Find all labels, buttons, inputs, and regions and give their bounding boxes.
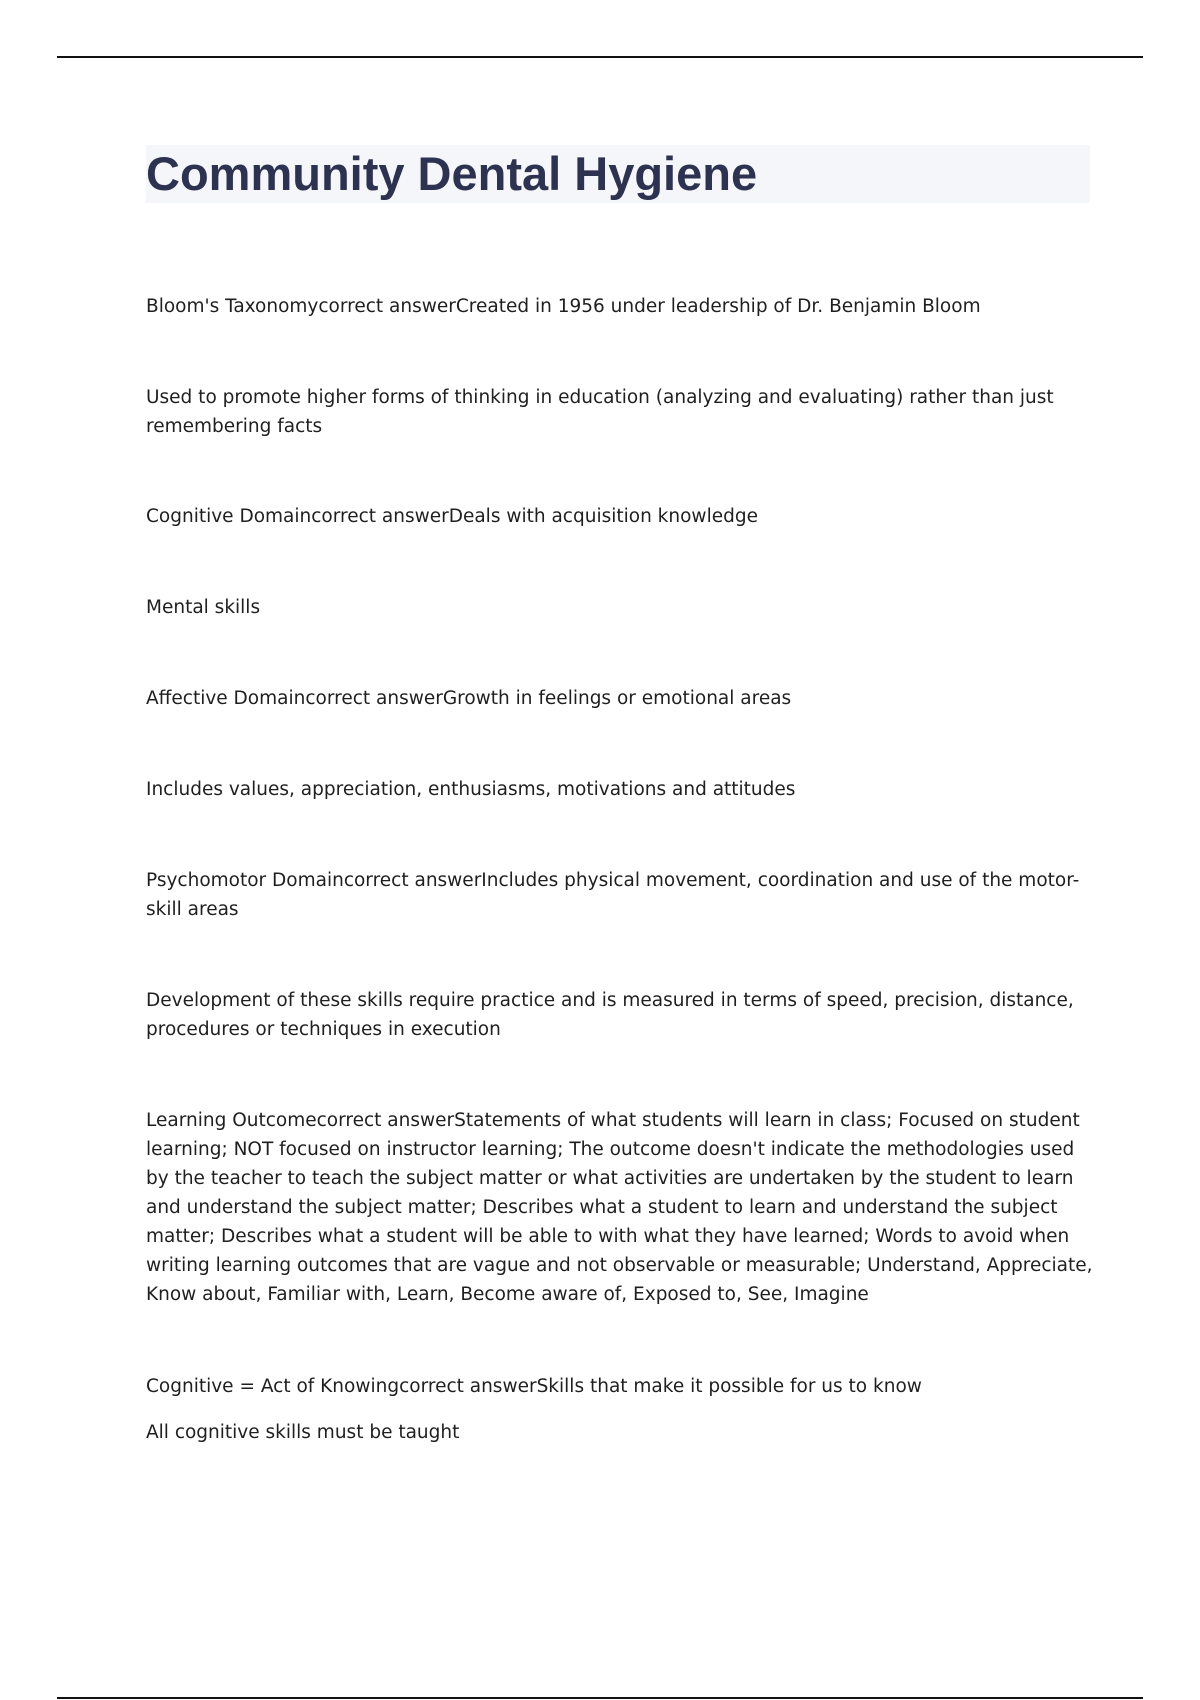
paragraph: Cognitive Domaincorrect answerDeals with acquisition knowledge (146, 506, 758, 527)
paragraph: All cognitive skills must be taught (146, 1422, 460, 1443)
paragraph: Used to promote higher forms of thinking in education (analyzing and evaluating) rather than just remembering facts (146, 387, 1054, 437)
paragraph: Affective Domaincorrect answerGrowth in feelings or emotional areas (146, 688, 792, 709)
paragraph: Learning Outcomecorrect answerStatements of what students will learn in class; Focused on student learning; NOT focused on instructor learning; The outcome doesn't indicate the methodologies used by the teacher to teach the subject matter or what activities are undertaken by the student to learn and understand the subject matter; Describes what a student to learn and understand the subject matter; Describes what a student will be able to with what they have learned; Words to avoid when writing learning outcomes that are vague and not observable or measurable; Understand, Appreciate, Know about, Familiar with, Learn, Become aware of, Exposed to, See, Imagine (146, 1110, 1093, 1305)
bottom-rule (57, 1697, 1143, 1699)
paragraph: Includes values, appreciation, enthusiasms, motivations and attitudes (146, 779, 796, 800)
paragraph: Psychomotor Domaincorrect answerIncludes physical movement, coordination and use of the motor-skill areas (146, 870, 1080, 920)
paragraph: Mental skills (146, 597, 261, 618)
paragraph: Development of these skills require practice and is measured in terms of speed, precision, distance, procedures or techniques in execution (146, 990, 1074, 1040)
paragraph: Bloom's Taxonomycorrect answerCreated in 1956 under leadership of Dr. Benjamin Bloom (146, 296, 981, 317)
paragraph: Cognitive = Act of Knowingcorrect answerSkills that make it possible for us to know (146, 1376, 922, 1397)
page-title: Community Dental Hygiene (146, 147, 758, 200)
top-rule (57, 56, 1143, 58)
